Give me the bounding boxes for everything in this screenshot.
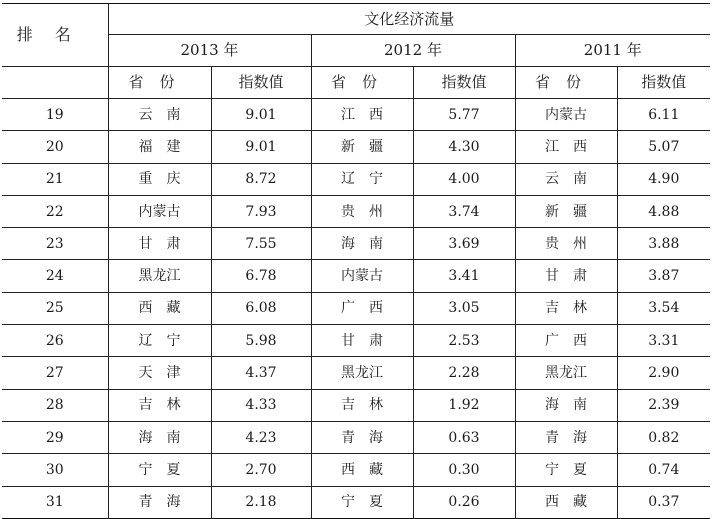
province-cell-2012: 海南 xyxy=(311,228,413,260)
province-cell-2012: 黑龙江 xyxy=(311,357,413,389)
table-row xyxy=(2,228,710,260)
table-row xyxy=(2,131,710,163)
province-cell-2011: 甘肃 xyxy=(515,260,617,292)
province-cell-2011: 青海 xyxy=(515,421,617,453)
rank-cell: 21 xyxy=(2,163,108,195)
table-row xyxy=(2,454,710,486)
province-cell-2013: 海南 xyxy=(108,421,211,453)
table-row xyxy=(2,325,710,357)
province-cell-2011: 江西 xyxy=(515,131,617,163)
province-header-2012: 省份 xyxy=(311,67,413,99)
province-cell-2011: 广西 xyxy=(515,325,617,357)
table-row xyxy=(2,421,710,453)
rank-cell: 22 xyxy=(2,195,108,227)
index-cell-2012: 3.74 xyxy=(413,195,515,227)
index-cell-2013: 5.98 xyxy=(211,325,311,357)
index-cell-2013: 7.93 xyxy=(211,195,311,227)
rank-header: 排名 xyxy=(2,4,108,67)
index-cell-2013: 8.72 xyxy=(211,163,311,195)
index-cell-2013: 6.78 xyxy=(211,260,311,292)
province-cell-2013: 青海 xyxy=(108,486,211,518)
rank-cell: 30 xyxy=(2,454,108,486)
rank-cell: 24 xyxy=(2,260,108,292)
index-cell-2012: 4.00 xyxy=(413,163,515,195)
index-cell-2011: 6.11 xyxy=(617,99,710,131)
province-header-2013: 省份 xyxy=(108,67,211,99)
province-cell-2013: 天津 xyxy=(108,357,211,389)
province-cell-2012: 辽宁 xyxy=(311,163,413,195)
year-header-2012: 2012 年 xyxy=(311,35,515,67)
rank-cell: 28 xyxy=(2,389,108,421)
index-cell-2012: 5.77 xyxy=(413,99,515,131)
province-cell-2013: 云南 xyxy=(108,99,211,131)
province-cell-2012: 宁夏 xyxy=(311,486,413,518)
table-row xyxy=(2,292,710,324)
province-cell-2013: 甘肃 xyxy=(108,228,211,260)
province-cell-2013: 辽宁 xyxy=(108,325,211,357)
index-cell-2012: 1.92 xyxy=(413,389,515,421)
index-cell-2012: 3.41 xyxy=(413,260,515,292)
index-cell-2011: 0.37 xyxy=(617,486,710,518)
province-cell-2011: 内蒙古 xyxy=(515,99,617,131)
province-cell-2012: 吉林 xyxy=(311,389,413,421)
index-cell-2011: 0.82 xyxy=(617,421,710,453)
province-cell-2012: 江西 xyxy=(311,99,413,131)
index-cell-2011: 4.88 xyxy=(617,195,710,227)
province-cell-2011: 新疆 xyxy=(515,195,617,227)
index-cell-2011: 3.31 xyxy=(617,325,710,357)
table-row xyxy=(2,99,710,131)
province-cell-2012: 新疆 xyxy=(311,131,413,163)
index-cell-2013: 2.70 xyxy=(211,454,311,486)
rank-header-spacer xyxy=(2,67,108,99)
province-cell-2013: 吉林 xyxy=(108,389,211,421)
year-header-2011: 2011 年 xyxy=(515,35,710,67)
province-cell-2012: 西藏 xyxy=(311,454,413,486)
province-cell-2012: 青海 xyxy=(311,421,413,453)
province-cell-2011: 吉林 xyxy=(515,292,617,324)
index-cell-2013: 9.01 xyxy=(211,131,311,163)
province-cell-2012: 贵州 xyxy=(311,195,413,227)
province-cell-2011: 海南 xyxy=(515,389,617,421)
index-cell-2013: 7.55 xyxy=(211,228,311,260)
index-cell-2013: 4.37 xyxy=(211,357,311,389)
rank-cell: 29 xyxy=(2,421,108,453)
province-cell-2013: 重庆 xyxy=(108,163,211,195)
province-cell-2011: 宁夏 xyxy=(515,454,617,486)
rank-cell: 31 xyxy=(2,486,108,518)
index-cell-2013: 6.08 xyxy=(211,292,311,324)
index-cell-2012: 0.30 xyxy=(413,454,515,486)
province-cell-2013: 内蒙古 xyxy=(108,195,211,227)
province-cell-2011: 云南 xyxy=(515,163,617,195)
index-header-2011: 指数值 xyxy=(617,67,710,99)
rank-cell: 19 xyxy=(2,99,108,131)
province-cell-2012: 内蒙古 xyxy=(311,260,413,292)
index-cell-2012: 2.53 xyxy=(413,325,515,357)
province-cell-2011: 贵州 xyxy=(515,228,617,260)
index-cell-2011: 4.90 xyxy=(617,163,710,195)
table-row xyxy=(2,260,710,292)
index-cell-2011: 2.90 xyxy=(617,357,710,389)
index-cell-2012: 4.30 xyxy=(413,131,515,163)
rank-cell: 25 xyxy=(2,292,108,324)
index-cell-2013: 4.33 xyxy=(211,389,311,421)
province-cell-2011: 西藏 xyxy=(515,486,617,518)
index-cell-2011: 2.39 xyxy=(617,389,710,421)
index-header-2013: 指数值 xyxy=(211,67,311,99)
index-cell-2012: 0.26 xyxy=(413,486,515,518)
province-cell-2011: 黑龙江 xyxy=(515,357,617,389)
rank-cell: 23 xyxy=(2,228,108,260)
table-row xyxy=(2,163,710,195)
index-cell-2012: 3.69 xyxy=(413,228,515,260)
index-cell-2011: 3.87 xyxy=(617,260,710,292)
index-cell-2013: 2.18 xyxy=(211,486,311,518)
table-row xyxy=(2,357,710,389)
year-header-2013: 2013 年 xyxy=(108,35,311,67)
index-cell-2013: 4.23 xyxy=(211,421,311,453)
province-cell-2013: 黑龙江 xyxy=(108,260,211,292)
index-cell-2011: 0.74 xyxy=(617,454,710,486)
province-header-2011: 省份 xyxy=(515,67,617,99)
rank-cell: 20 xyxy=(2,131,108,163)
index-header-2012: 指数值 xyxy=(413,67,515,99)
index-cell-2012: 3.05 xyxy=(413,292,515,324)
index-cell-2011: 5.07 xyxy=(617,131,710,163)
table-row xyxy=(2,195,710,227)
province-cell-2013: 西藏 xyxy=(108,292,211,324)
index-cell-2012: 0.63 xyxy=(413,421,515,453)
province-cell-2013: 福建 xyxy=(108,131,211,163)
province-cell-2012: 甘肃 xyxy=(311,325,413,357)
table-row xyxy=(2,389,710,421)
index-cell-2011: 3.88 xyxy=(617,228,710,260)
rank-cell: 27 xyxy=(2,357,108,389)
province-cell-2012: 广西 xyxy=(311,292,413,324)
index-cell-2011: 3.54 xyxy=(617,292,710,324)
index-cell-2013: 9.01 xyxy=(211,99,311,131)
province-cell-2013: 宁夏 xyxy=(108,454,211,486)
group-header: 文化经济流量 xyxy=(108,4,710,35)
rank-cell: 26 xyxy=(2,325,108,357)
index-cell-2012: 2.28 xyxy=(413,357,515,389)
culture-economy-flow-table xyxy=(2,3,710,519)
